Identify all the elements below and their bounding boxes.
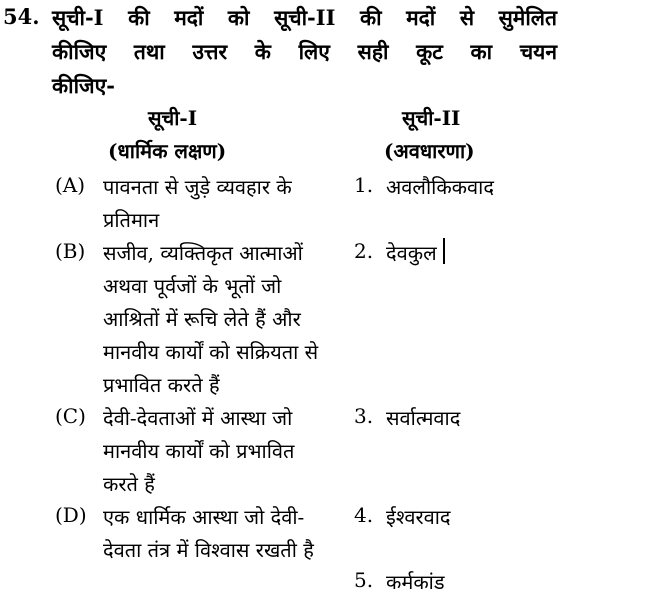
item-c-line-2: मानवीय कार्यों को प्रभावित: [103, 439, 295, 463]
concept-3-text: सर्वात्मवाद: [386, 406, 461, 430]
item-d-line-2: देवता तंत्र में विश्वास रखती है: [103, 538, 314, 562]
concept-3-number: 3.: [354, 404, 374, 428]
concept-1-number: 1.: [354, 173, 374, 197]
question-line-1: सूची-I की मदों को सूची-II की मदों से सुमेलित: [52, 5, 557, 30]
concept-4-text: ईश्वरवाद: [386, 505, 451, 529]
list1-title: सूची-I: [148, 106, 198, 130]
concept-2-text: देवकुल: [386, 241, 437, 265]
item-a-line-1: पावनता से जुड़े व्यवहार के: [103, 175, 292, 199]
item-b-line-3: आश्रितों में रूचि लेते हैं और: [103, 307, 301, 331]
list2-subtitle: (अवधारणा): [384, 139, 475, 163]
concept-2-number: 2.: [354, 239, 374, 263]
item-b-line-4: मानवीय कार्यों को सक्रियता से: [103, 340, 319, 364]
question-line-2: कीजिए तथा उत्तर के लिए सही कूट का चयन: [52, 39, 557, 64]
question-line-3: कीजिए-: [52, 73, 115, 98]
question-number: 54.: [3, 4, 40, 29]
item-d-line-1: एक धार्मिक आस्था जो देवी-: [103, 505, 305, 529]
text-cursor: [443, 238, 445, 264]
item-b-line-5: प्रभावित करते हैं: [103, 373, 220, 397]
list1-subtitle: (धार्मिक लक्षण): [108, 139, 227, 163]
item-a-line-2: प्रतिमान: [103, 208, 160, 232]
item-a-label: (A): [55, 173, 86, 197]
concept-4-number: 4.: [354, 503, 374, 527]
concept-5-text: कर्मकांड: [386, 570, 445, 594]
item-b-line-2: अथवा पूर्वजों के भूतों जो: [103, 274, 282, 298]
item-c-line-3: करते हैं: [103, 472, 155, 496]
item-c-label: (C): [55, 404, 86, 428]
item-d-label: (D): [55, 503, 87, 527]
list2-title: सूची-II: [402, 106, 461, 130]
concept-1-text: अवलौकिकवाद: [386, 175, 494, 199]
item-c-line-1: देवी-देवताओं में आस्था जो: [103, 406, 293, 430]
concept-5-number: 5.: [354, 568, 374, 592]
item-b-line-1: सजीव, व्यक्तिकृत आत्माओं: [103, 241, 303, 265]
item-b-label: (B): [55, 239, 86, 263]
